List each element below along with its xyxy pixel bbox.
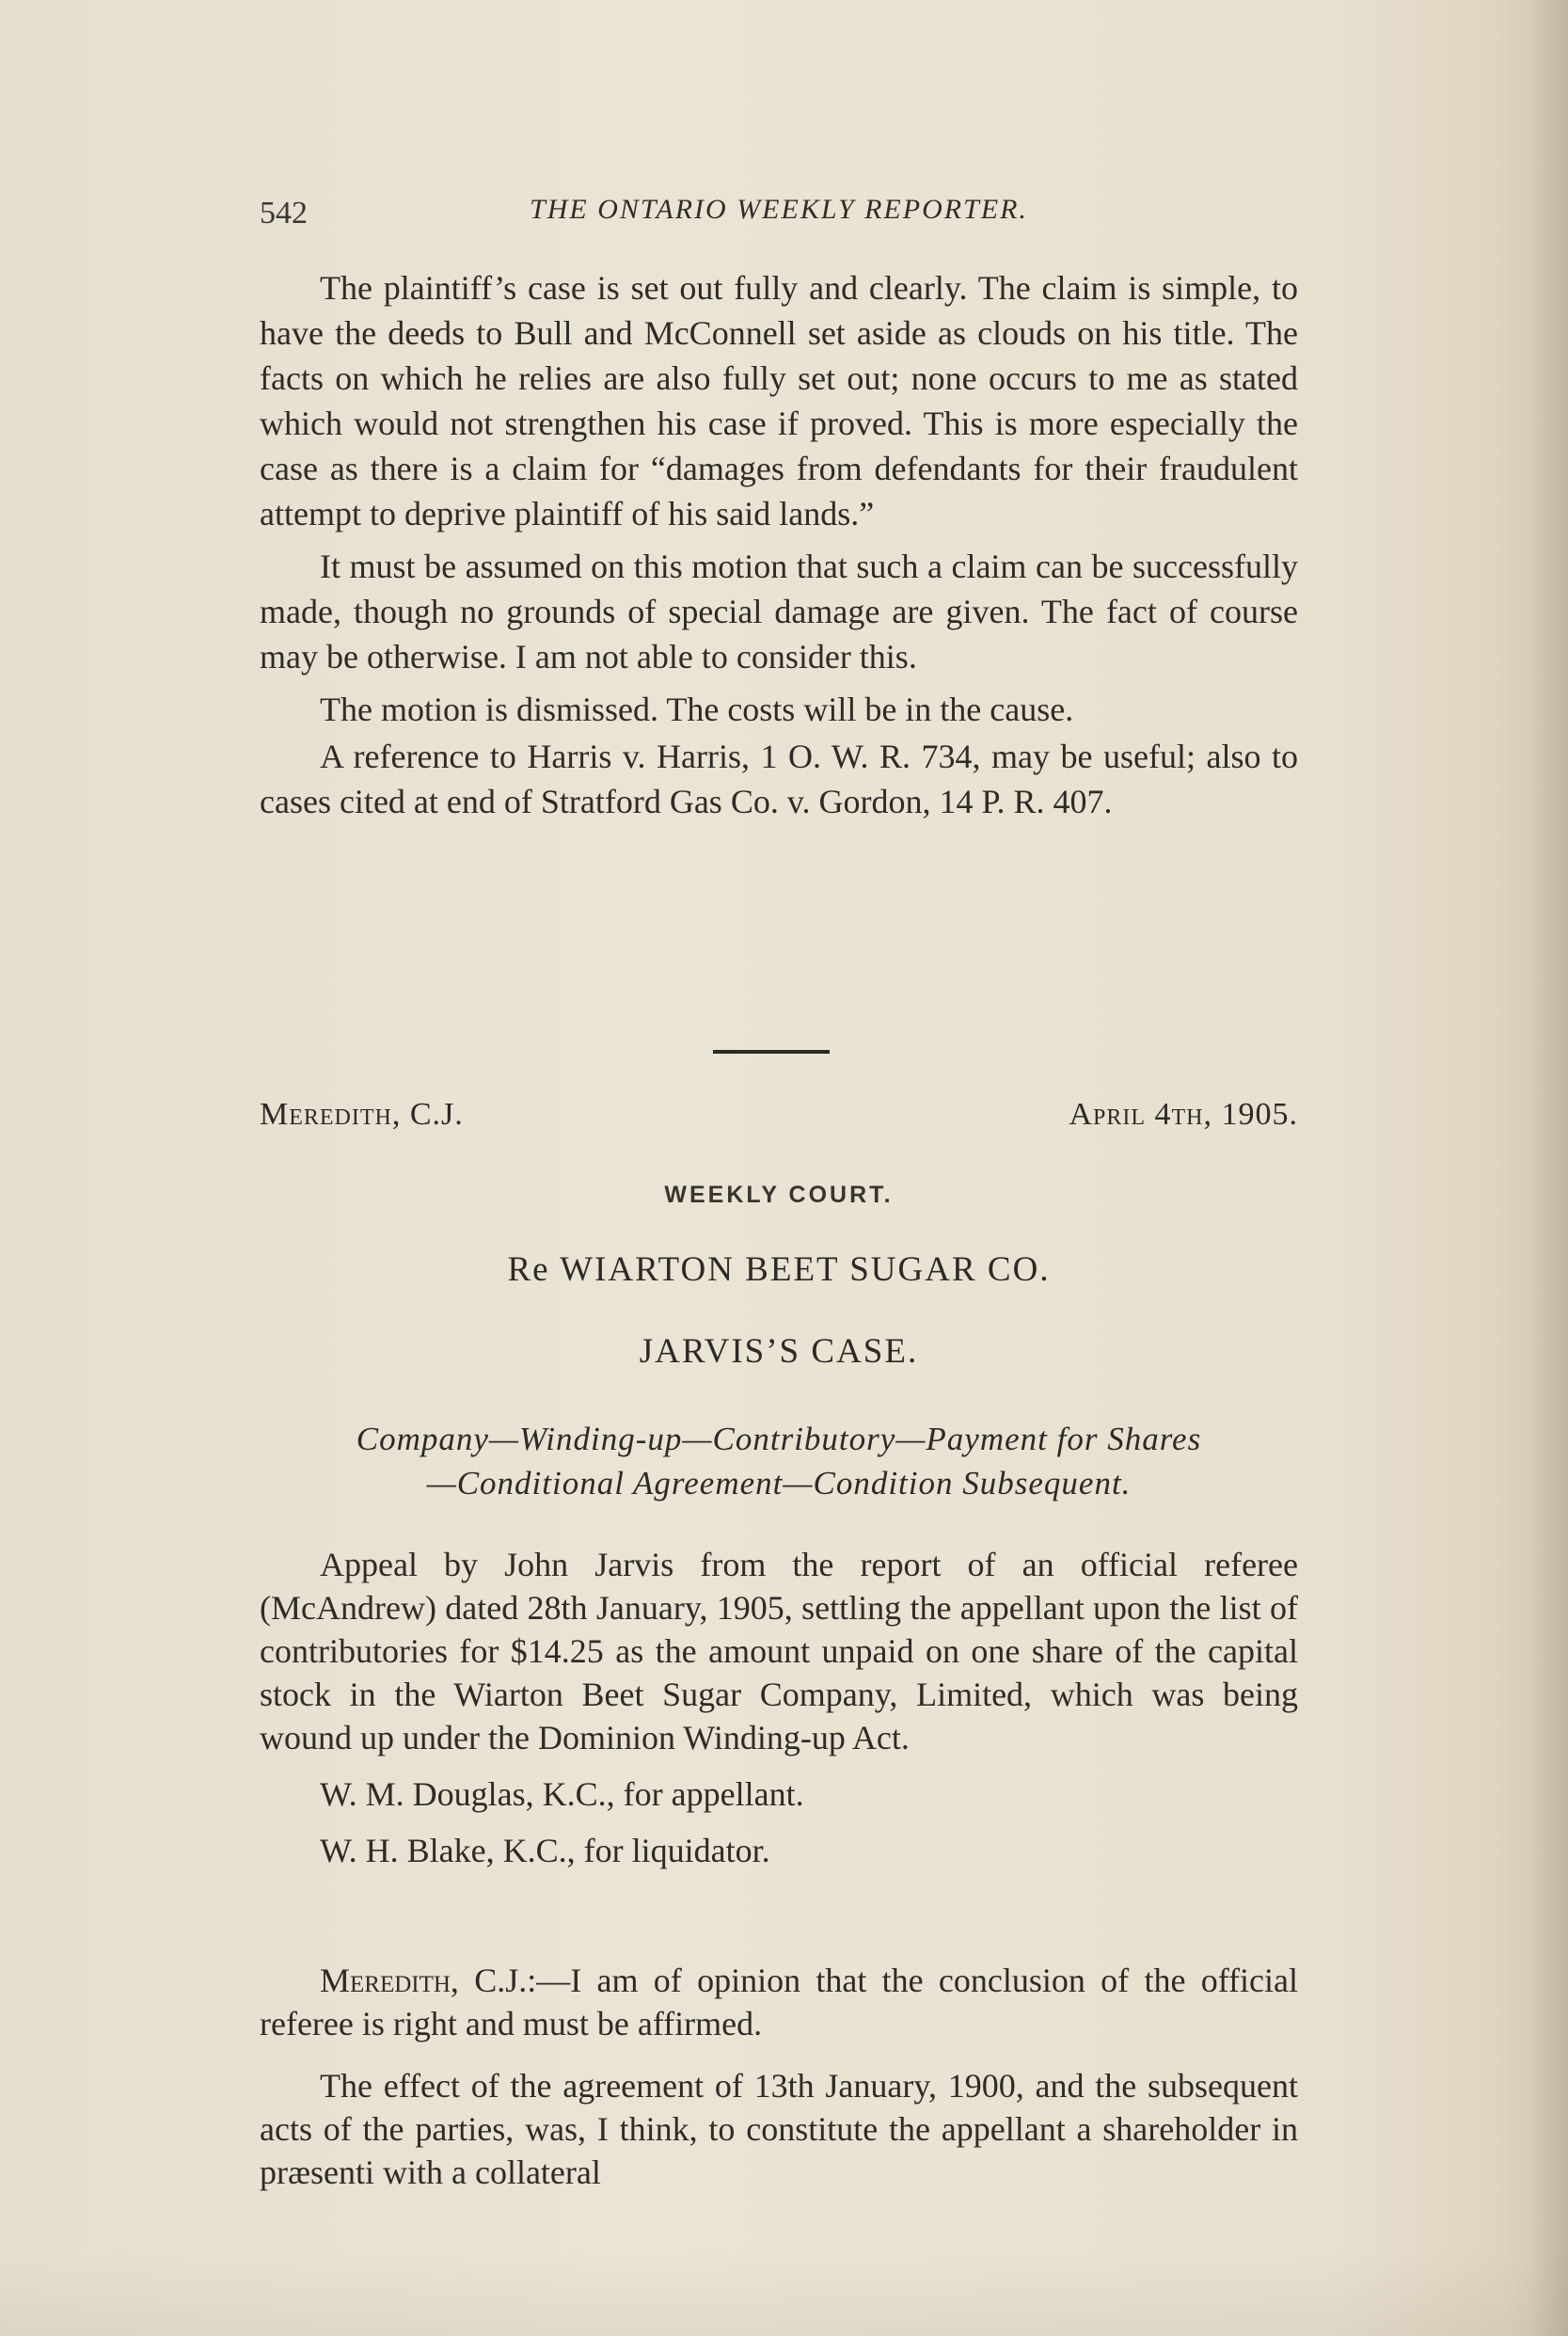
paragraph-motion-dismissed: The motion is dismissed. The costs will be in the cause. bbox=[320, 691, 1074, 728]
paragraph-plaintiff-case: The plaintiff’s case is set out fully and clearly. The claim is simple, to have the deeds to Bull and McConnell set aside as clouds on his title. The facts on which he relies are also fully set out; none occurs to me as stated which would not strengthen his case if proved. This is more especially the case as there is a claim for “damages from defendants for their fraudulent attempt to deprive plaintiff of his said lands.” bbox=[260, 269, 1298, 532]
running-head: THE ONTARIO WEEKLY REPORTER. bbox=[530, 194, 1028, 225]
paragraph-reference: A reference to Harris v. Harris, 1 O. W. R. 734, may be useful; also to cases cited at end of Stratford Gas Co. v. Gordon, 14 P. R. 407. bbox=[260, 738, 1298, 820]
headnote bbox=[260, 1417, 1298, 1505]
judgment-opening: :—I am of opinion that the conclusion of the official referee is right and must be affirmed. bbox=[260, 1962, 1299, 2042]
judgment-judge: Meredith, C.J. bbox=[320, 1962, 528, 1999]
headnote-line-2: —Conditional Agreement—Condition Subsequent. bbox=[426, 1465, 1132, 1502]
page-number: 542 bbox=[260, 196, 308, 230]
statement-block bbox=[260, 1543, 1298, 1872]
judge-name: Meredith, C.J. bbox=[260, 1097, 464, 1132]
headnote-line-1: Company—Winding-up—Contributory—Payment for Shares bbox=[356, 1421, 1202, 1457]
judgment-paragraph-2: The effect of the agreement of 13th January, 1900, and the subsequent acts of the parties, was, I think, to constitute the appellant a shareholder in præsenti with a collateral bbox=[260, 2067, 1298, 2191]
statement-paragraph: Appeal by John Jarvis from the report of an official referee (McAndrew) dated 28th January, 1905, settling the appellant upon the list of contributories for $14.25 as the amount unpaid on one share of the capital stock in the Wiarton Beet Sugar Company, Limited, which was being wound up under the Dominion Winding-up Act. bbox=[260, 1546, 1298, 1756]
judgment-block bbox=[260, 1959, 1298, 2194]
section-divider bbox=[713, 1050, 830, 1054]
counsel-liquidator: W. H. Blake, K.C., for liquidator. bbox=[320, 1832, 770, 1869]
court-name: WEEKLY COURT. bbox=[664, 1182, 894, 1208]
page-header bbox=[260, 188, 1298, 235]
counsel-appellant: W. M. Douglas, K.C., for appellant. bbox=[320, 1775, 804, 1813]
court-line bbox=[260, 1097, 1298, 1144]
case-subtitle: JARVIS’S CASE. bbox=[639, 1332, 919, 1371]
page-bottom-shade bbox=[0, 2251, 1568, 2336]
judgment-paragraph-1 bbox=[260, 1959, 1298, 2045]
decision-date: April 4th, 1905. bbox=[1069, 1097, 1298, 1132]
opening-text-block bbox=[260, 265, 1298, 824]
paragraph-assumption: It must be assumed on this motion that such a claim can be successfully made, though no grounds of special damage are given. The fact of course may be otherwise. I am not able to consider this. bbox=[260, 548, 1298, 675]
binding-shadow bbox=[1530, 0, 1568, 2336]
case-title: Re WIARTON BEET SUGAR CO. bbox=[507, 1250, 1051, 1289]
